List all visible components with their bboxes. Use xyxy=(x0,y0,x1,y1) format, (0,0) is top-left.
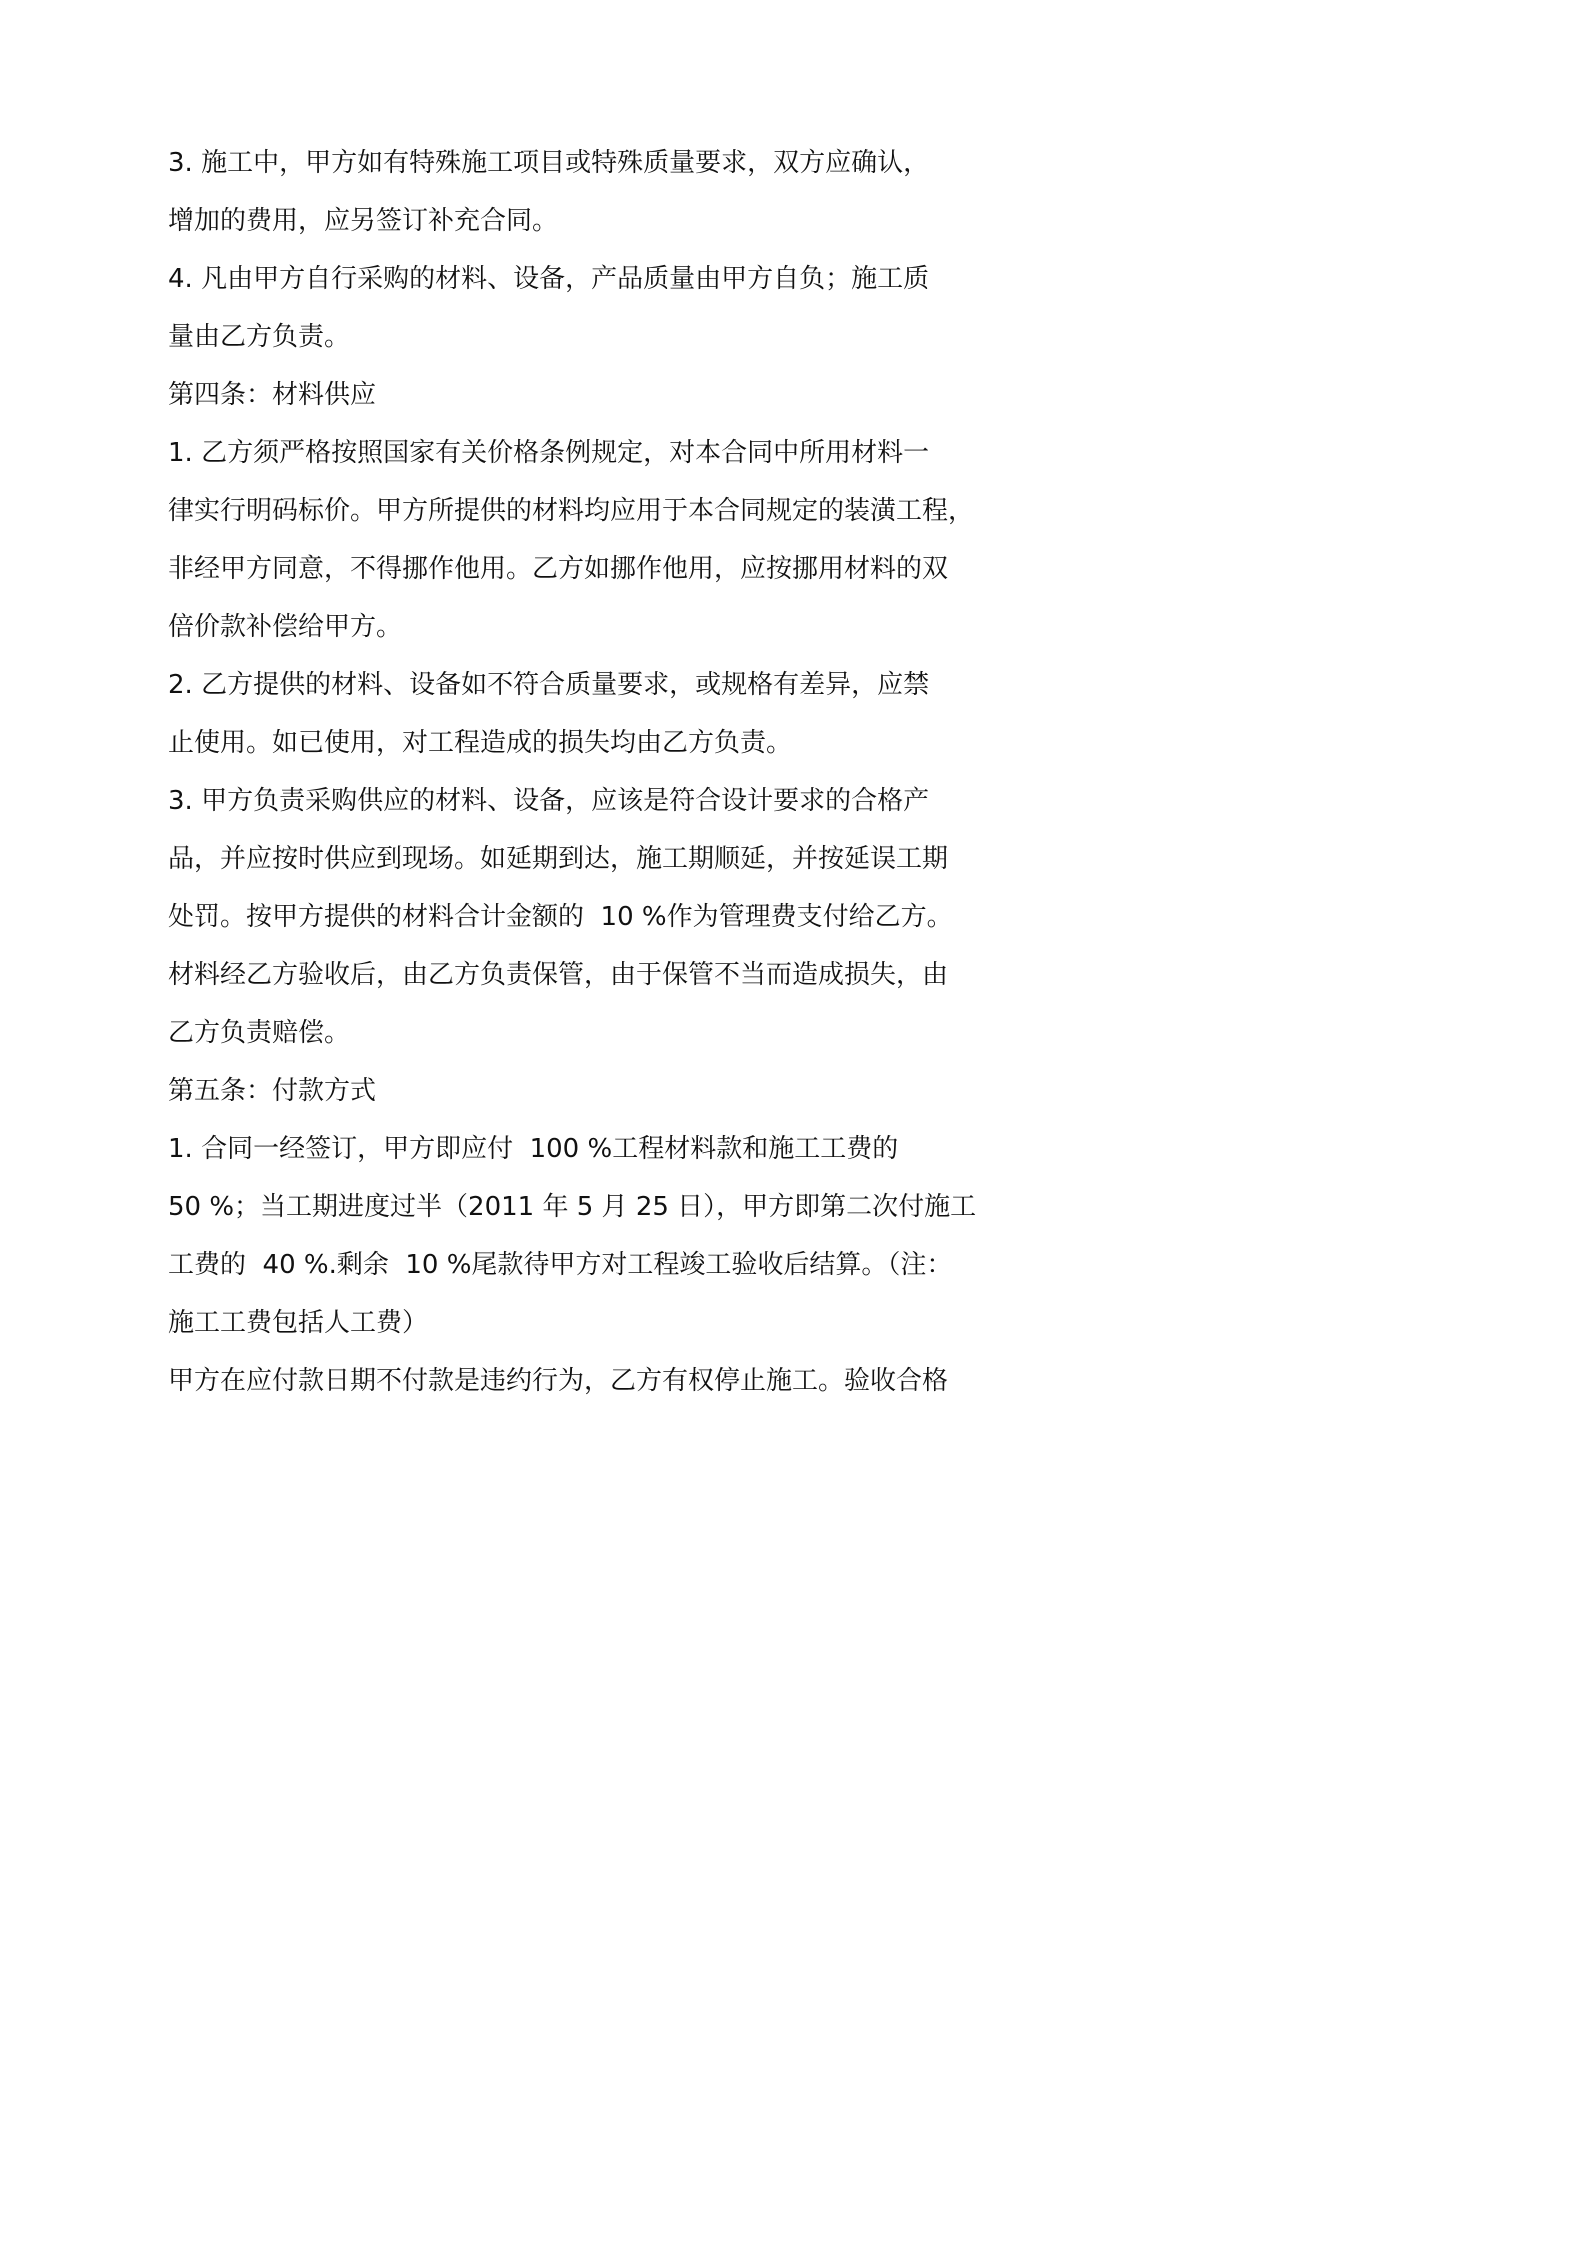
text-line: 3. 甲方负责采购供应的材料、设备，应该是符合设计要求的合格产 xyxy=(168,786,930,816)
text-line: 非经甲方同意，不得挪作他用。乙方如挪作他用，应按挪用材料的双 xyxy=(168,554,949,584)
text-line: 倍价款补偿给甲方。 xyxy=(168,612,403,642)
section-heading: 第四条：材料供应 xyxy=(168,380,377,410)
text-line: 乙方负责赔偿。 xyxy=(168,1018,351,1048)
text-line: 3. 施工中，甲方如有特殊施工项目或特殊质量要求，双方应确认， xyxy=(168,148,930,178)
text-line: 增加的费用，应另签订补充合同。 xyxy=(168,206,559,236)
text-line: 工费的 40 %.剩余 10 %尾款待甲方对工程竣工验收后结算。（注： xyxy=(168,1250,953,1280)
text-line: 材料经乙方验收后，由乙方负责保管，由于保管不当而造成损失，由 xyxy=(168,960,949,990)
text-line: 处罚。按甲方提供的材料合计金额的 10 %作为管理费支付给乙方。 xyxy=(168,902,953,932)
text-line: 50 %；当工期进度过半（2011 年 5 月 25 日），甲方即第二次付施工 xyxy=(168,1192,977,1222)
text-line: 律实行明码标价。甲方所提供的材料均应用于本合同规定的装潢工程， xyxy=(168,496,975,526)
text-line: 2. 乙方提供的材料、设备如不符合质量要求，或规格有差异，应禁 xyxy=(168,670,930,700)
text-line: 1. 乙方须严格按照国家有关价格条例规定，对本合同中所用材料一 xyxy=(168,438,930,468)
text-line: 品，并应按时供应到现场。如延期到达，施工期顺延，并按延误工期 xyxy=(168,844,949,874)
section-heading: 第五条：付款方式 xyxy=(168,1076,377,1106)
document-page xyxy=(0,0,1100,1556)
text-line: 量由乙方负责。 xyxy=(168,322,351,352)
text-line: 止使用。如已使用，对工程造成的损失均由乙方负责。 xyxy=(168,728,793,758)
text-line: 甲方在应付款日期不付款是违约行为，乙方有权停止施工。验收合格 xyxy=(168,1366,949,1396)
text-line: 4. 凡由甲方自行采购的材料、设备，产品质量由甲方自负；施工质 xyxy=(168,264,930,294)
text-line: 施工工费包括人工费） xyxy=(168,1308,429,1338)
document-body xyxy=(168,134,977,1410)
text-line: 1. 合同一经签订，甲方即应付 100 %工程材料款和施工工费的 xyxy=(168,1134,899,1164)
